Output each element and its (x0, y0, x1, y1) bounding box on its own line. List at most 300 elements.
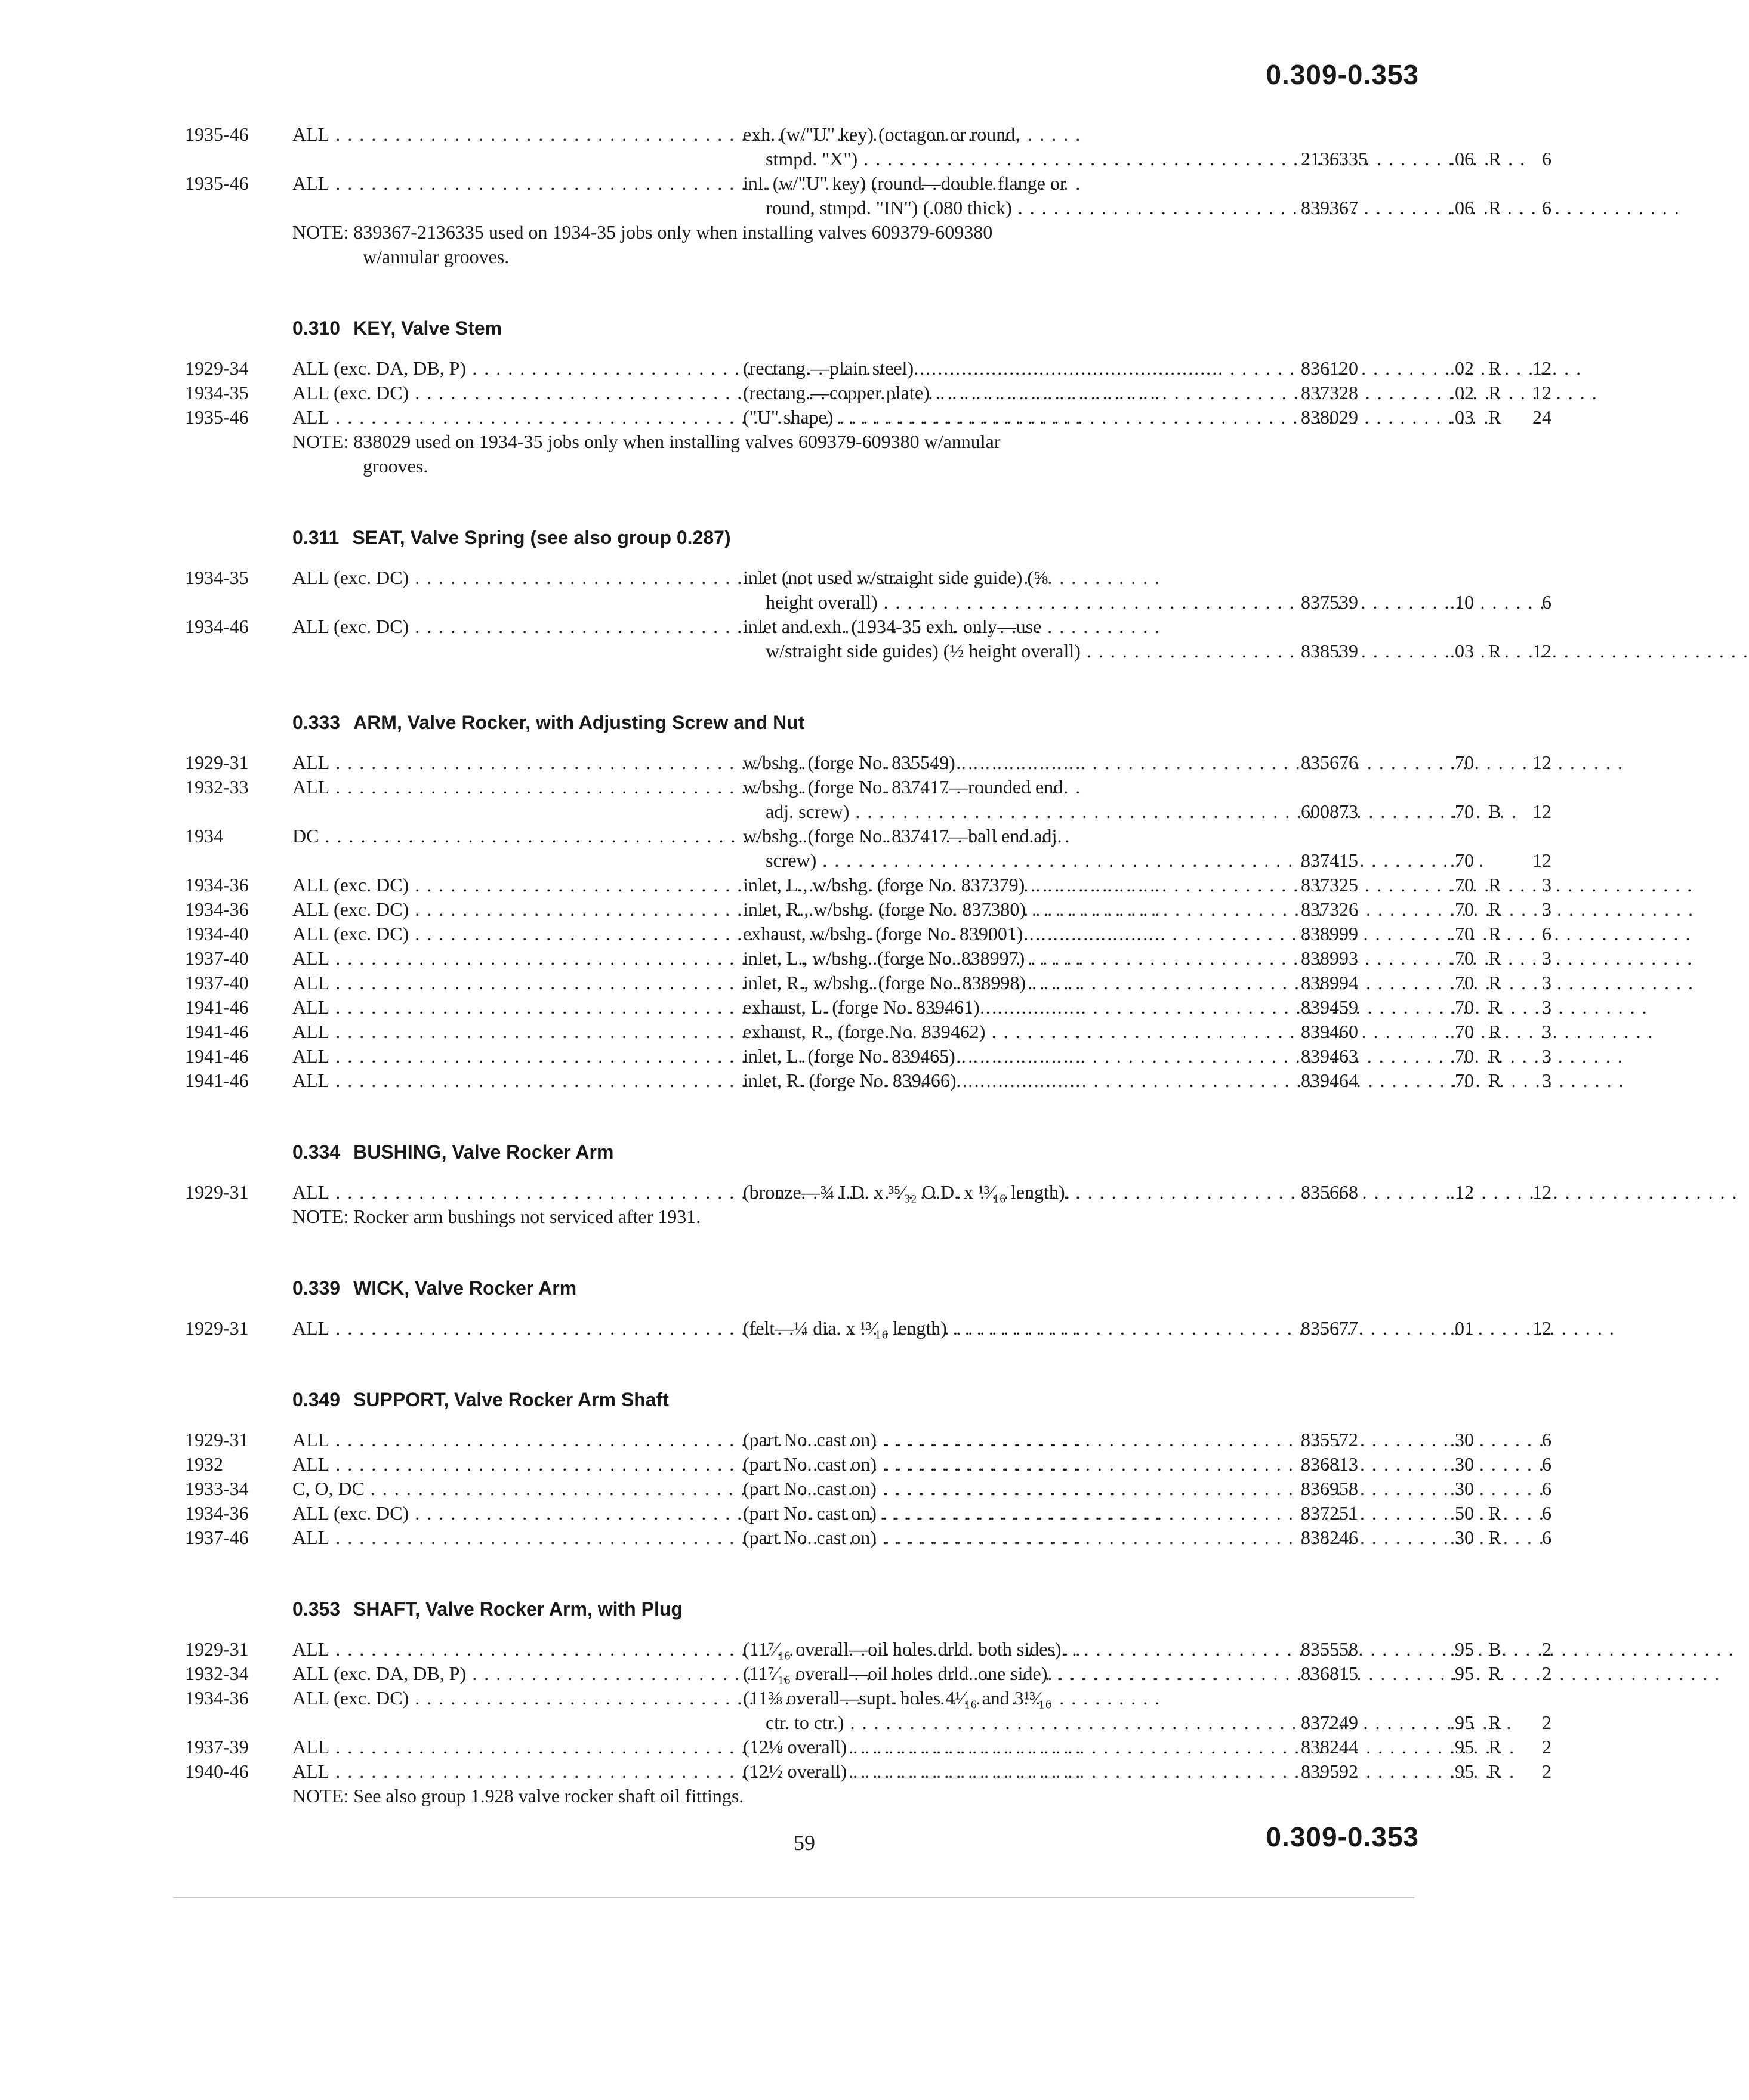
part-row (185, 1759, 1551, 1784)
list-price: .50 (1450, 1502, 1474, 1524)
part-row (185, 1068, 1551, 1093)
part-description (743, 356, 1310, 381)
part-number: 839460 (1301, 1021, 1358, 1042)
package-quantity: 3 (1542, 1070, 1551, 1091)
model-years: 1941-46 (185, 996, 249, 1018)
part-row (185, 1637, 1551, 1662)
part-row (185, 824, 1551, 873)
package-quantity: 2 (1542, 1736, 1551, 1758)
part-number: 838994 (1301, 972, 1358, 993)
part-description (743, 946, 1310, 971)
part-description (743, 873, 1310, 897)
price-code: R (1488, 1045, 1501, 1067)
part-description (743, 1525, 1310, 1550)
applicable-models: ALL (exc. DC) . . . (292, 566, 674, 590)
applicable-models: ALL (exc. DC) . . . (292, 897, 674, 922)
price-code: R (1488, 898, 1501, 920)
part-number: 836815 (1301, 1663, 1358, 1684)
list-price: .10 (1450, 591, 1474, 613)
applicable-models: ALL . . . (292, 775, 674, 799)
part-number: 839592 (1301, 1761, 1358, 1782)
part-row (185, 1020, 1551, 1044)
part-row (185, 614, 1551, 663)
part-number: 839367 (1301, 197, 1358, 218)
description-line: (part No. cast on) . . . (743, 1525, 1310, 1550)
part-description (743, 751, 1310, 775)
part-number: 839464 (1301, 1070, 1358, 1091)
package-quantity: 3 (1542, 972, 1551, 993)
applicable-models: ALL . . . (292, 1759, 674, 1784)
description-line: w/bshg. (forge No. 835549) . . . (743, 751, 1310, 775)
applicable-models: ALL . . . (292, 1735, 674, 1759)
part-number: 838246 (1301, 1527, 1358, 1548)
list-price: .30 (1450, 1429, 1474, 1450)
package-quantity: 6 (1542, 1502, 1551, 1524)
price-code: R (1488, 357, 1501, 379)
package-quantity: 6 (1542, 1429, 1551, 1450)
list-price: .70 (1450, 850, 1474, 871)
applicable-models: ALL . . . (292, 1068, 674, 1093)
model-years: 1941-46 (185, 1021, 249, 1042)
part-row (185, 381, 1551, 405)
model-years: 1937-40 (185, 972, 249, 993)
part-number: 837539 (1301, 591, 1358, 613)
model-years: 1929-31 (185, 752, 249, 773)
part-description (743, 1477, 1310, 1501)
package-quantity: 24 (1532, 406, 1551, 428)
package-quantity: 3 (1542, 1021, 1551, 1042)
description-line: inl. (w/"U" key) (round—double flange or (743, 172, 1066, 194)
price-code: R (1488, 1502, 1501, 1524)
description-line: (12⅛ overall) . . . (743, 1735, 1310, 1759)
package-quantity: 12 (1532, 801, 1551, 822)
package-quantity: 12 (1532, 357, 1551, 379)
part-description (743, 1316, 1310, 1341)
package-quantity: 3 (1542, 874, 1551, 895)
group-heading (292, 525, 1432, 550)
price-code: R (1488, 972, 1501, 993)
group-number: 0.310 (292, 317, 341, 339)
applicable-models: ALL . . . (292, 1044, 674, 1068)
part-number: 839463 (1301, 1045, 1358, 1067)
part-description (743, 405, 1310, 430)
applicable-models: DC . . . (292, 824, 674, 848)
description-line: (part No. cast on) . . . (743, 1452, 1310, 1477)
scan-edge-line (173, 1897, 1414, 1898)
part-number: 838539 (1301, 640, 1358, 662)
part-row (185, 946, 1551, 971)
part-group (185, 122, 1551, 269)
part-row (185, 1044, 1551, 1068)
note-line: NOTE: Rocker arm bushings not serviced after 1931. (292, 1206, 701, 1227)
group-note (292, 1205, 1307, 1229)
model-years: 1941-46 (185, 1045, 249, 1067)
package-quantity: 6 (1542, 1478, 1551, 1499)
price-code: R (1488, 640, 1501, 662)
package-quantity: 2 (1542, 1663, 1551, 1684)
list-price: .70 (1450, 898, 1474, 920)
model-years: 1934-35 (185, 382, 249, 403)
price-code: R (1488, 1070, 1501, 1091)
description-line: w/straight side guides) (½ height overall) . . . (743, 639, 1310, 663)
part-number: 835558 (1301, 1638, 1358, 1660)
price-code: R (1488, 197, 1501, 218)
applicable-models: ALL . . . (292, 971, 674, 995)
part-number: 835572 (1301, 1429, 1358, 1450)
part-number: 835668 (1301, 1181, 1358, 1203)
part-number: 837415 (1301, 850, 1358, 871)
model-years: 1934-36 (185, 1687, 249, 1709)
description-line: exh. (w/"U" key) (octagon or round, (743, 123, 1020, 145)
applicable-models: ALL . . . (292, 1637, 674, 1662)
part-row (185, 897, 1551, 922)
description-line: (11⁷⁄₁₆ overall—oil holes drld. one side). . . . (743, 1662, 1310, 1686)
price-code: R (1488, 947, 1501, 969)
part-row (185, 1686, 1551, 1735)
description-line: inlet and exh. (1934-35 exh. only—use (743, 616, 1042, 637)
model-years: 1929-34 (185, 357, 249, 379)
description-line: w/bshg. (forge No. 837417—ball end adj. (743, 825, 1062, 847)
part-description (743, 824, 1310, 873)
part-description (743, 1180, 1310, 1205)
price-code: R (1488, 406, 1501, 428)
package-quantity: 6 (1542, 148, 1551, 169)
model-years: 1934-36 (185, 1502, 249, 1524)
part-number: 837251 (1301, 1502, 1358, 1524)
model-years: 1932-34 (185, 1663, 249, 1684)
note-line: NOTE: 838029 used on 1934-35 jobs only when installing valves 609379-609380 w/annular (292, 431, 1001, 452)
part-row (185, 995, 1551, 1020)
part-number: 835677 (1301, 1317, 1358, 1339)
part-number: 839459 (1301, 996, 1358, 1018)
description-line: inlet, R. (forge No. 839466) . . . (743, 1068, 1310, 1093)
applicable-models: ALL . . . (292, 1316, 674, 1341)
part-description (743, 971, 1310, 995)
model-years: 1935-46 (185, 172, 249, 194)
group-heading (292, 1596, 1432, 1622)
price-code: R (1488, 874, 1501, 895)
description-line: inlet, R., w/bshg. (forge No. 837380) . . . (743, 897, 1310, 922)
part-number: 600873 (1301, 801, 1358, 822)
description-line: adj. screw) . . . (743, 799, 1310, 824)
applicable-models: ALL (exc. DC) . . . (292, 1686, 674, 1710)
group-number: 0.334 (292, 1141, 341, 1163)
list-price: .12 (1450, 1181, 1474, 1203)
model-years: 1934 (185, 825, 223, 847)
package-quantity: 12 (1532, 1317, 1551, 1339)
group-number: 0.311 (292, 527, 340, 548)
package-quantity: 12 (1532, 640, 1551, 662)
applicable-models: ALL . . . (292, 1525, 674, 1550)
group-heading (292, 316, 1432, 341)
part-group (185, 710, 1551, 1093)
package-quantity: 6 (1542, 591, 1551, 613)
parts-list (185, 122, 1551, 1808)
part-row (185, 1662, 1551, 1686)
footer-group-range: 0.309-0.353 (1266, 1821, 1419, 1852)
description-line: exhaust, w/bshg. (forge No. 839001) . . . (743, 922, 1310, 946)
group-number: 0.349 (292, 1389, 341, 1410)
part-description (743, 897, 1310, 922)
list-price: .95 (1450, 1712, 1474, 1733)
part-row (185, 1316, 1551, 1341)
description-line: (part No. cast on) . . . (743, 1477, 1310, 1501)
applicable-models: ALL (exc. DC) . . . (292, 922, 674, 946)
part-row (185, 751, 1551, 775)
package-quantity: 6 (1542, 1527, 1551, 1548)
model-years: 1941-46 (185, 1070, 249, 1091)
part-row (185, 1180, 1551, 1205)
list-price: .30 (1450, 1527, 1474, 1548)
group-number: 0.353 (292, 1598, 341, 1620)
part-description (743, 1637, 1310, 1662)
list-price: .70 (1450, 874, 1474, 895)
model-years: 1937-46 (185, 1527, 249, 1548)
header-group-range: 0.309-0.353 (1266, 59, 1419, 90)
price-code: R (1488, 996, 1501, 1018)
applicable-models: ALL . . . (292, 1180, 674, 1205)
group-title: WICK, Valve Rocker Arm (353, 1277, 577, 1299)
description-line: stmpd. "X") . . . (743, 147, 1310, 171)
page-number: 59 (794, 1831, 815, 1855)
list-price: .70 (1450, 947, 1474, 969)
list-price: .95 (1450, 1638, 1474, 1660)
list-price: .03 (1450, 406, 1474, 428)
description-line: (rectang.—plain steel) . . . (743, 356, 1310, 381)
list-price: .02 (1450, 357, 1474, 379)
group-title: SHAFT, Valve Rocker Arm, with Plug (353, 1598, 683, 1620)
applicable-models: ALL . . . (292, 122, 674, 147)
group-number: 0.333 (292, 712, 341, 733)
part-description (743, 1020, 1310, 1044)
list-price: .06 (1450, 148, 1474, 169)
part-description (743, 1662, 1310, 1686)
list-price: .70 (1450, 972, 1474, 993)
package-quantity: 12 (1532, 382, 1551, 403)
description-line: (11⁷⁄₁₆ overall—oil holes drld. both sides). . . . (743, 1637, 1310, 1662)
description-line: exhaust, R., (forge No. 839462) . . . (743, 1020, 1310, 1044)
model-years: 1933-34 (185, 1478, 249, 1499)
description-line: (rectang.—copper plate) . . . (743, 381, 1310, 405)
applicable-models: ALL . . . (292, 405, 674, 430)
part-number: 2136335 (1301, 148, 1368, 169)
list-price: .95 (1450, 1663, 1474, 1684)
applicable-models: ALL . . . (292, 751, 674, 775)
description-line: (felt—¼ dia. x ¹³⁄₁₆ length) . . . (743, 1316, 1310, 1341)
list-price: .70 (1450, 923, 1474, 944)
group-note (292, 430, 1307, 478)
group-note (292, 1784, 1307, 1808)
list-price: .30 (1450, 1453, 1474, 1475)
note-line: NOTE: See also group 1.928 valve rocker shaft oil fittings. (292, 1785, 744, 1806)
applicable-models: ALL . . . (292, 1452, 674, 1477)
list-price: .70 (1450, 1070, 1474, 1091)
part-row (185, 1452, 1551, 1477)
list-price: .06 (1450, 197, 1474, 218)
applicable-models: ALL (exc. DA, DB, P) . . . (292, 356, 674, 381)
description-line: (part No. cast on) . . . (743, 1428, 1310, 1452)
applicable-models: ALL (exc. DC) . . . (292, 873, 674, 897)
list-price: .30 (1450, 1478, 1474, 1499)
price-code: R (1488, 1712, 1501, 1733)
package-quantity: 6 (1542, 1453, 1551, 1475)
part-description (743, 1428, 1310, 1452)
package-quantity: 3 (1542, 898, 1551, 920)
part-description (743, 1735, 1310, 1759)
applicable-models: ALL (exc. DC) . . . (292, 381, 674, 405)
part-number: 836120 (1301, 357, 1358, 379)
note-line: NOTE: 839367-2136335 used on 1934-35 jobs only when installing valves 609379-609380 (292, 221, 993, 243)
part-row (185, 1735, 1551, 1759)
price-code: R (1488, 1736, 1501, 1758)
package-quantity: 2 (1542, 1638, 1551, 1660)
part-row (185, 1428, 1551, 1452)
package-quantity: 3 (1542, 947, 1551, 969)
price-code: R (1488, 923, 1501, 944)
package-quantity: 2 (1542, 1761, 1551, 1782)
group-title: ARM, Valve Rocker, with Adjusting Screw and Nut (353, 712, 805, 733)
part-row (185, 1525, 1551, 1550)
part-number: 836958 (1301, 1478, 1358, 1499)
applicable-models: ALL (exc. DA, DB, P) . . . (292, 1662, 674, 1686)
package-quantity: 6 (1542, 923, 1551, 944)
model-years: 1934-46 (185, 616, 249, 637)
part-row (185, 171, 1551, 220)
description-line: (12½ overall) . . . (743, 1759, 1310, 1784)
description-line: ("U" shape) . . . (743, 405, 1310, 430)
list-price: .70 (1450, 752, 1474, 773)
part-row (185, 873, 1551, 897)
price-code: R (1488, 382, 1501, 403)
group-title: BUSHING, Valve Rocker Arm (353, 1141, 614, 1163)
part-number: 837326 (1301, 898, 1358, 920)
group-heading (292, 1139, 1432, 1165)
part-group (185, 1596, 1551, 1808)
package-quantity: 2 (1542, 1712, 1551, 1733)
part-row (185, 1477, 1551, 1501)
description-line: screw) . . . (743, 848, 1310, 873)
list-price: .70 (1450, 1045, 1474, 1067)
part-row (185, 971, 1551, 995)
list-price: .02 (1450, 382, 1474, 403)
description-line: inlet (not used w/straight side guide) (⅝ (743, 567, 1048, 588)
package-quantity: 6 (1542, 197, 1551, 218)
model-years: 1929-31 (185, 1429, 249, 1450)
description-line: w/bshg. (forge No. 837417—rounded end (743, 776, 1063, 798)
applicable-models: ALL (exc. DC) . . . (292, 1501, 674, 1525)
model-years: 1934-40 (185, 923, 249, 944)
description-line: (11⅜ overall—supt. holes 4¹⁄₁₆ and 3¹³⁄₁₆ (743, 1687, 1052, 1709)
applicable-models: C, O, DC . . . (292, 1477, 674, 1501)
part-group (185, 1387, 1551, 1550)
applicable-models: ALL . . . (292, 1428, 674, 1452)
description-line: inlet, L. (forge No. 839465) . . . (743, 1044, 1310, 1068)
part-row (185, 775, 1551, 824)
package-quantity: 3 (1542, 996, 1551, 1018)
part-number: 838999 (1301, 923, 1358, 944)
part-description (743, 995, 1310, 1020)
note-line: grooves. (363, 455, 428, 477)
price-code: B (1488, 801, 1501, 822)
part-description (743, 566, 1310, 614)
part-description (743, 1686, 1310, 1735)
part-number: 838993 (1301, 947, 1358, 969)
list-price: .70 (1450, 996, 1474, 1018)
package-quantity: 12 (1532, 1181, 1551, 1203)
model-years: 1937-40 (185, 947, 249, 969)
model-years: 1929-31 (185, 1317, 249, 1339)
part-number: 837325 (1301, 874, 1358, 895)
package-quantity: 12 (1532, 850, 1551, 871)
part-row (185, 122, 1551, 171)
part-row (185, 405, 1551, 430)
part-group (185, 525, 1551, 663)
model-years: 1940-46 (185, 1761, 249, 1782)
model-years: 1932 (185, 1453, 223, 1475)
part-description (743, 614, 1310, 663)
description-line: inlet, R., w/bshg. (forge No. 838998) . . . (743, 971, 1310, 995)
part-row (185, 1501, 1551, 1525)
description-line: exhaust, L. (forge No. 839461) . . . (743, 995, 1310, 1020)
description-line: height overall) . . . (743, 590, 1310, 614)
applicable-models: ALL . . . (292, 946, 674, 971)
group-heading (292, 710, 1432, 735)
description-line: inlet, L., w/bshg. (forge No. 838997) . . . (743, 946, 1310, 971)
part-group (185, 1276, 1551, 1341)
price-code: R (1488, 1021, 1501, 1042)
part-description (743, 775, 1310, 824)
price-code: R (1488, 1761, 1501, 1782)
description-line: (bronze—¾ I.D. x ³⁵⁄₃₂ O.D. x ¹³⁄₁₆ length). . . . (743, 1180, 1310, 1205)
price-code: R (1488, 148, 1501, 169)
part-row (185, 922, 1551, 946)
group-note (292, 220, 1307, 269)
note-line: w/annular grooves. (363, 246, 510, 267)
part-group (185, 1139, 1551, 1229)
applicable-models: ALL (exc. DC) . . . (292, 614, 674, 639)
description-line: round, stmpd. "IN") (.080 thick) . . . (743, 196, 1310, 220)
part-row (185, 356, 1551, 381)
package-quantity: 12 (1532, 752, 1551, 773)
group-title: KEY, Valve Stem (353, 317, 502, 339)
model-years: 1935-46 (185, 406, 249, 428)
model-years: 1935-46 (185, 123, 249, 145)
list-price: .70 (1450, 1021, 1474, 1042)
part-description (743, 122, 1310, 171)
applicable-models: ALL . . . (292, 171, 674, 196)
part-description (743, 1068, 1310, 1093)
package-quantity: 3 (1542, 1045, 1551, 1067)
model-years: 1929-31 (185, 1181, 249, 1203)
model-years: 1929-31 (185, 1638, 249, 1660)
model-years: 1932-33 (185, 776, 249, 798)
model-years: 1934-36 (185, 874, 249, 895)
list-price: .70 (1450, 801, 1474, 822)
part-number: 837249 (1301, 1712, 1358, 1733)
part-number: 836813 (1301, 1453, 1358, 1475)
part-description (743, 1501, 1310, 1525)
list-price: .03 (1450, 640, 1474, 662)
part-description (743, 381, 1310, 405)
part-group (185, 316, 1551, 478)
part-description (743, 1759, 1310, 1784)
model-years: 1937-39 (185, 1736, 249, 1758)
description-line: (part No. cast on) . . . (743, 1501, 1310, 1525)
part-number: 835676 (1301, 752, 1358, 773)
group-title: SUPPORT, Valve Rocker Arm Shaft (353, 1389, 669, 1410)
description-line: ctr. to ctr.) . . . (743, 1710, 1310, 1735)
part-number: 838029 (1301, 406, 1358, 428)
